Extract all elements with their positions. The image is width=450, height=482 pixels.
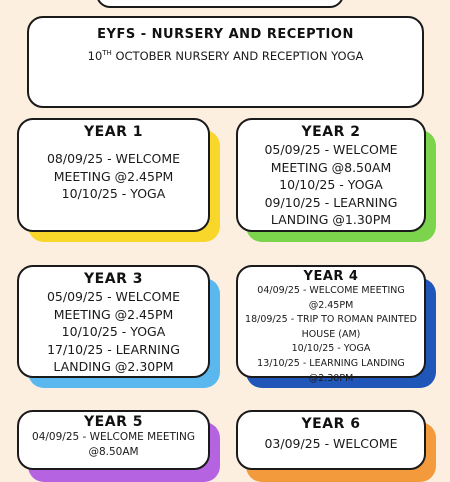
year3-events [19, 288, 208, 376]
year2-events [238, 141, 424, 229]
year3-event-line: LANDING @2.30PM [53, 359, 174, 374]
year6-title: YEAR 6 [301, 416, 361, 432]
year3-title: YEAR 3 [84, 271, 143, 287]
year5-event-line: 04/09/25 - WELCOME MEETING [32, 431, 195, 443]
year1-title: YEAR 1 [84, 124, 143, 140]
year2-event-line: 10/10/25 - YOGA [279, 177, 383, 192]
year1-event-line: 08/09/25 - WELCOME [46, 151, 181, 166]
eyfs-event-text: OCTOBER NURSERY AND RECEPTION YOGA [111, 49, 364, 63]
year3-event-line: 05/09/25 - WELCOME [46, 289, 181, 304]
year6-card [236, 410, 426, 470]
year4-card [236, 265, 426, 384]
year6-event-line: 03/09/25 - WELCOME [264, 436, 398, 451]
eyfs-event-day: 10 [87, 49, 103, 63]
previous-card-partial [96, 0, 344, 8]
year2-event-line: 09/10/25 - LEARNING [264, 194, 398, 210]
eyfs-card [27, 16, 424, 108]
year1-events [19, 150, 208, 203]
year2-title: YEAR 2 [301, 124, 361, 140]
eyfs-event [29, 49, 422, 63]
year2-event-line: 05/09/25 - WELCOME [264, 142, 398, 157]
year5-title: YEAR 5 [84, 414, 143, 430]
year1-event-line: MEETING @2.45PM [53, 168, 174, 184]
year4-title: YEAR 4 [303, 269, 359, 284]
year4-event-line: @2.30PM [308, 372, 354, 384]
year3-card [17, 265, 210, 378]
year1-card [17, 118, 210, 232]
year4-event-line: 18/09/25 - TRIP TO ROMAN PAINTED [245, 314, 417, 326]
year4-event-line: 13/10/25 - LEARNING LANDING [257, 357, 405, 369]
year2-card [236, 118, 426, 232]
year2-event-line: MEETING @8.50AM [270, 159, 392, 175]
year4-event-line: 10/10/25 - YOGA [291, 343, 371, 355]
year5-events [19, 430, 208, 459]
year4-event-line: @2.45PM [308, 299, 354, 311]
year4-event-line: HOUSE (AM) [301, 328, 361, 340]
year4-events [238, 284, 424, 386]
eyfs-event-suffix: TH [102, 49, 112, 58]
eyfs-title: EYFS - NURSERY AND RECEPTION [97, 27, 354, 42]
year3-event-line: 10/10/25 - YOGA [61, 324, 166, 339]
year3-event-line: MEETING @2.45PM [53, 306, 174, 322]
year2-event-line: LANDING @1.30PM [270, 212, 392, 227]
year4-event-line: 04/09/25 - WELCOME MEETING [257, 285, 405, 296]
year5-card [17, 410, 210, 470]
year5-event-line: @8.50AM [88, 445, 139, 458]
year3-event-line: 17/10/25 - LEARNING [47, 341, 180, 357]
year1-event-line: 10/10/25 - YOGA [61, 186, 166, 201]
